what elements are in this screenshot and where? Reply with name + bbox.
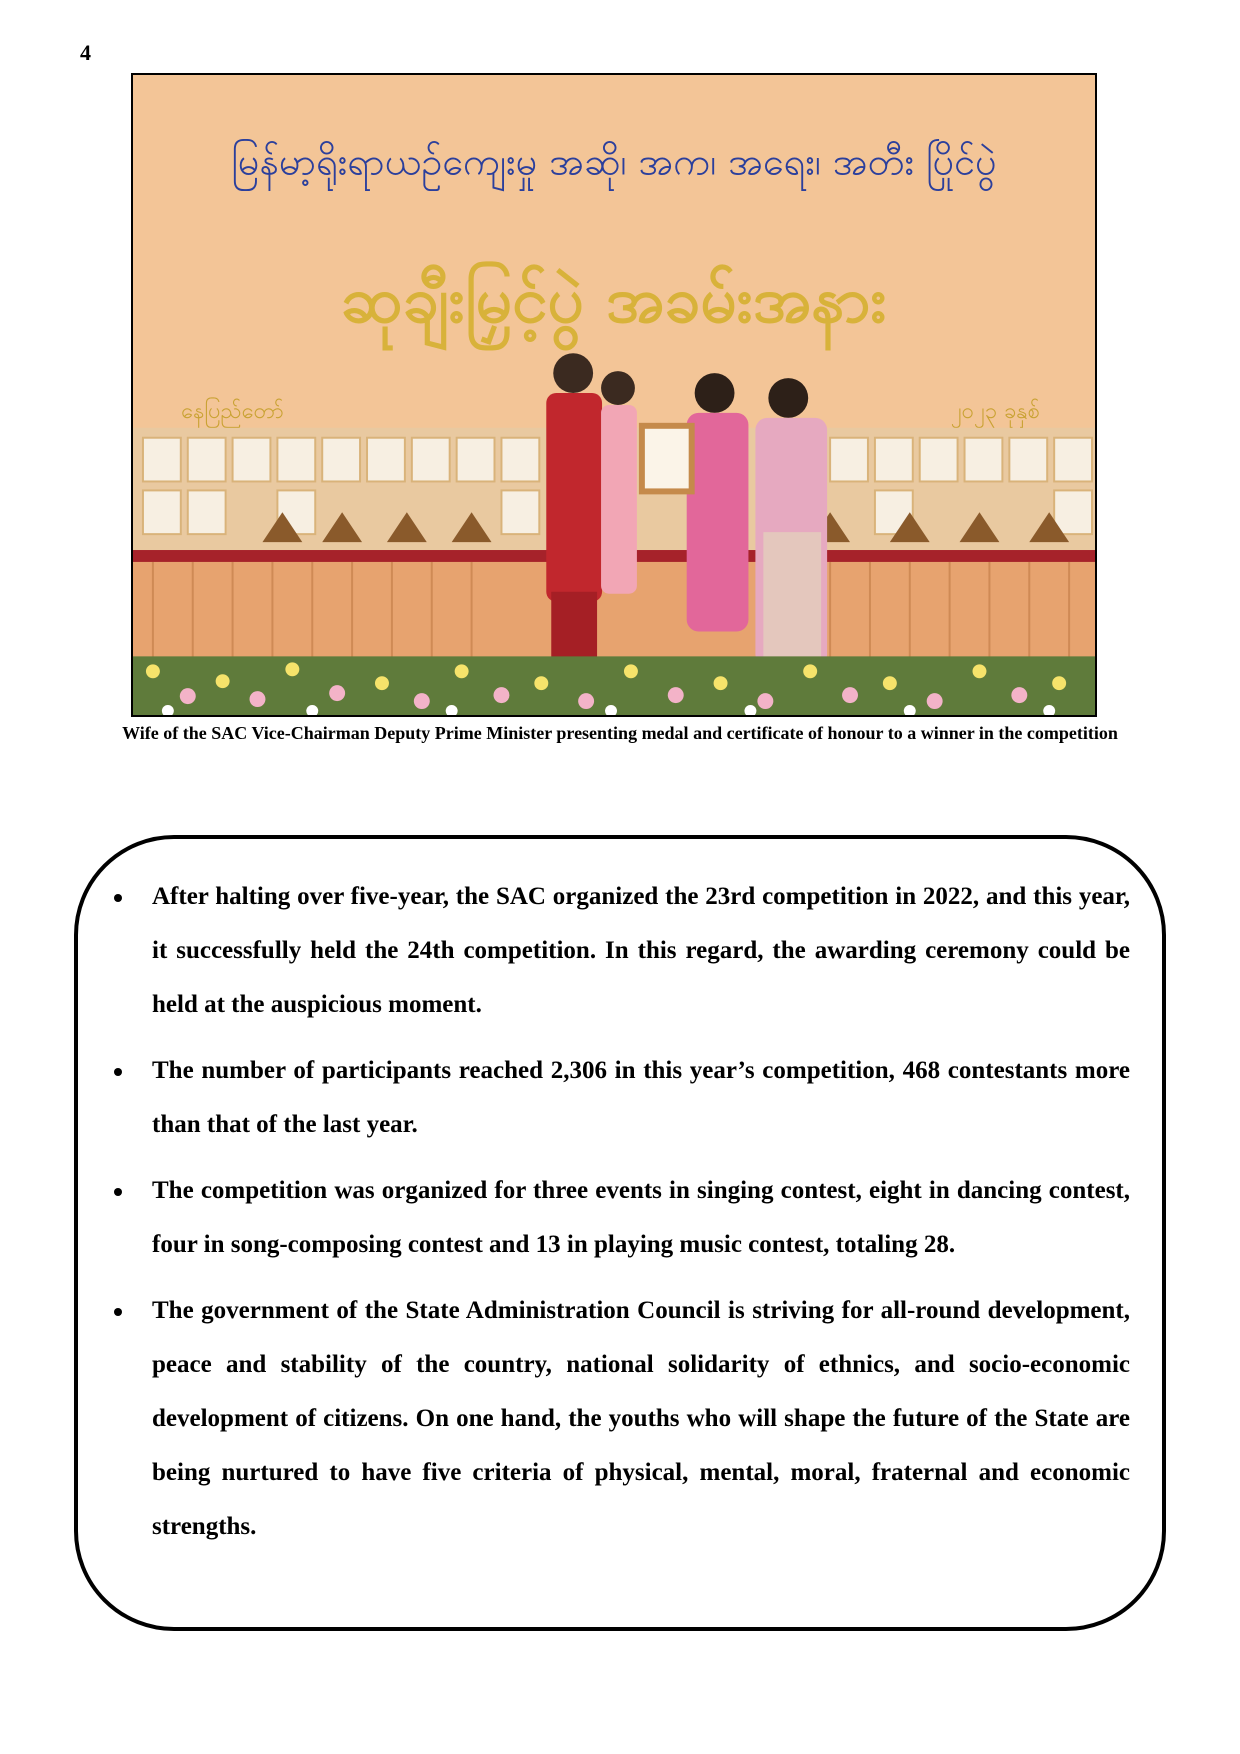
bullet-text: After halting over five-year, the SAC organized the 23rd competition in 2022, and this year, it successfully held the 24th competition. In this regard, the awarding ceremony could be held at the auspicious moment. bbox=[152, 883, 1130, 1018]
winner-figure bbox=[546, 353, 602, 661]
bullet-item bbox=[110, 1164, 1130, 1272]
page-number: 4 bbox=[80, 40, 91, 65]
bullet-icon bbox=[114, 1308, 122, 1316]
bullet-icon bbox=[114, 894, 122, 902]
bullet-icon bbox=[114, 1068, 122, 1076]
bullet-icon bbox=[114, 1188, 122, 1196]
banner-title-text: ဆုချီးမြှင့်ပွဲ အခမ်းအနား bbox=[341, 263, 887, 338]
bullet-item bbox=[110, 870, 1130, 1032]
bullet-item bbox=[110, 1044, 1130, 1152]
bullet-text: The government of the State Administration Council is striving for all-round development, peace and stability of the country, national solidarity of ethnics, and socio-economic development of citizens. On one hand, the youths who will shape the future of the State are being nurtured to have five criteria of physical, mental, moral, fraternal and economic strengths. bbox=[152, 1297, 1130, 1540]
photo-caption: Wife of the SAC Vice-Chairman Deputy Prime Minister presenting medal and certificate of honour to a winner in the competition bbox=[122, 723, 1118, 743]
bullet-text: The number of participants reached 2,306 in this year’s competition, 468 contestants more than that of the last year. bbox=[152, 1057, 1130, 1138]
ceremony-photo bbox=[131, 73, 1097, 717]
bullet-item bbox=[110, 1284, 1130, 1554]
ceremony-photo-illustration bbox=[133, 75, 1095, 715]
banner-left-text: နေပြည်တော် bbox=[181, 398, 284, 424]
bullet-text: The competition was organized for three events in singing contest, eight in dancing contest, four in song-composing contest and 13 in playing music contest, totaling 28. bbox=[152, 1177, 1130, 1258]
certificate-frame bbox=[639, 423, 695, 495]
bullet-list bbox=[110, 870, 1130, 1566]
banner-right-text: ၂၀၂၃ ခုနှစ် bbox=[950, 398, 1040, 424]
flower-border bbox=[133, 656, 1095, 715]
banner-line-text: မြန်မာ့ရိုးရာယဉ်ကျေးမှု အဆို၊ အက၊ အရေး၊ အတီး ပြိုင်ပွဲ bbox=[231, 139, 997, 184]
